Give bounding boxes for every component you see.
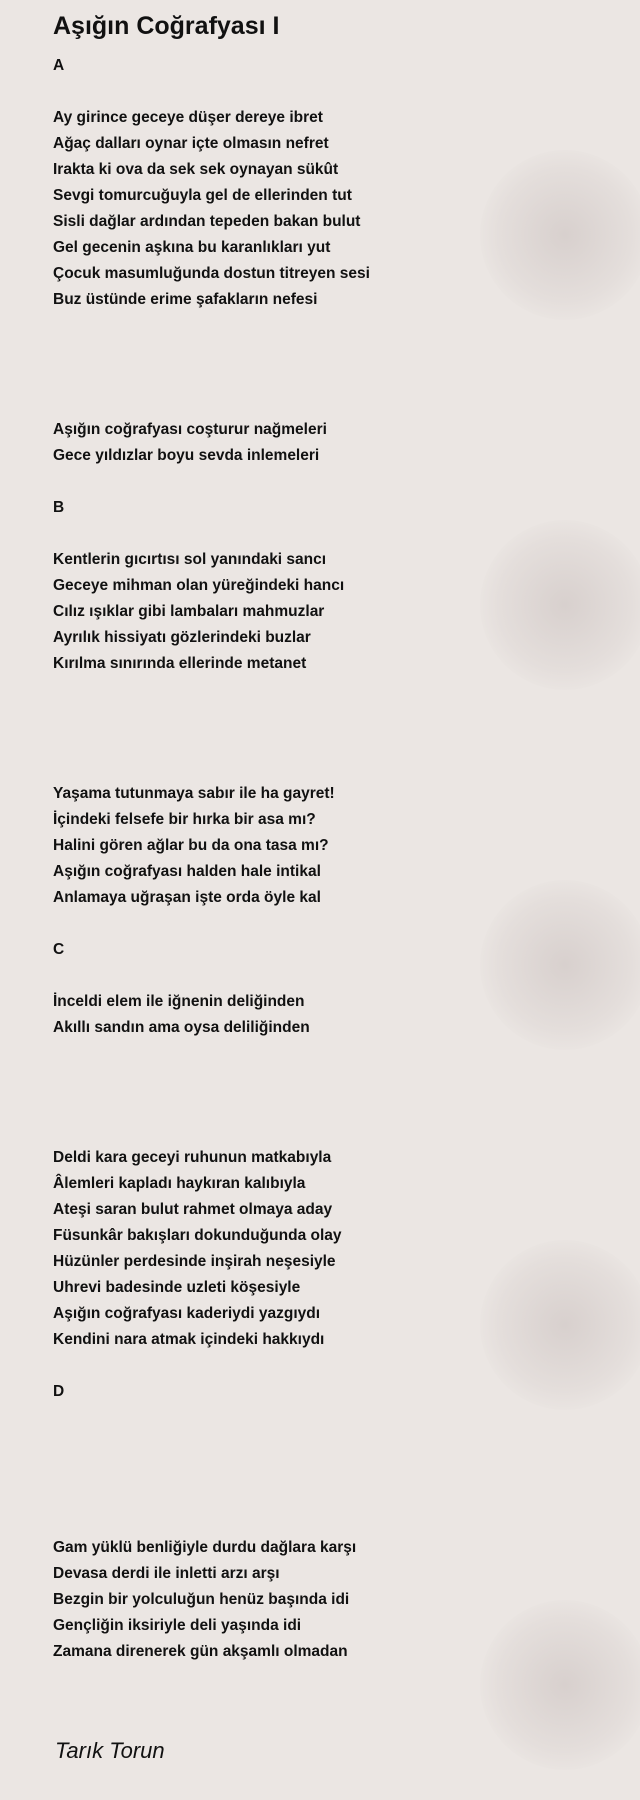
poem-line: İçindeki felsefe bir hırka bir asa mı? (53, 811, 316, 828)
poem-line: Ay girince geceye düşer dereye ibret (53, 109, 323, 126)
poem-line: B (53, 499, 65, 516)
background-ink-mark (480, 150, 640, 320)
poem-line: Gam yüklü benliğiyle durdu dağlara karşı (53, 1539, 357, 1556)
poem-line: Zamana direnerek gün akşamlı olmadan (53, 1643, 348, 1660)
poem-line: Ağaç dalları oynar içte olmasın nefret (53, 135, 329, 152)
blank-line (53, 521, 370, 547)
poem-line: Devasa derdi ile inletti arzı arşı (53, 1565, 280, 1582)
poem-line: Uhrevi badesinde uzleti köşesiyle (53, 1279, 301, 1296)
poem-line: İnceldi elem ile iğnenin deliğinden (53, 993, 305, 1010)
poem-line: A (53, 57, 65, 74)
poem-line: Gel gecenin aşkına bu karanlıkları yut (53, 239, 331, 256)
blank-line (53, 755, 370, 781)
blank-line (53, 1093, 370, 1119)
poem-line: Âlemleri kapladı haykıran kalıbıyla (53, 1175, 306, 1192)
blank-line (53, 365, 370, 391)
poem-line: Kırılma sınırında ellerinde metanet (53, 655, 307, 672)
poem-line: Deldi kara geceyi ruhunun matkabıyla (53, 1149, 332, 1166)
poem-line: Aşığın coğrafyası halden hale intikal (53, 863, 321, 880)
poem-line: Kentlerin gıcırtısı sol yanındaki sancı (53, 551, 327, 568)
poem-line: Gençliğin iksiriyle deli yaşında idi (53, 1617, 302, 1634)
poem-line: Akıllı sandın ama oysa deliliğinden (53, 1019, 310, 1036)
poem-line: Çocuk masumluğunda dostun titreyen sesi (53, 265, 370, 282)
blank-line (53, 339, 370, 365)
poem-line: Aşığın coğrafyası coşturur nağmeleri (53, 421, 327, 438)
poem-line: Aşığın coğrafyası kaderiydi yazgıydı (53, 1305, 321, 1322)
blank-line (53, 1483, 370, 1509)
blank-line (53, 703, 370, 729)
poem-line: Kendini nara atmak içindeki hakkıydı (53, 1331, 325, 1348)
background-ink-mark (480, 1600, 640, 1770)
poem-line: Ateşi saran bulut rahmet olmaya aday (53, 1201, 333, 1218)
poem-line: Cılız ışıklar gibi lambaları mahmuzlar (53, 603, 325, 620)
poem-line: Füsunkâr bakışları dokunduğunda olay (53, 1227, 342, 1244)
blank-line (53, 313, 370, 339)
blank-line (53, 79, 370, 105)
background-ink-mark (480, 1240, 640, 1410)
blank-line (53, 1353, 370, 1379)
poem-line: Halini gören ağlar bu da ona tasa mı? (53, 837, 329, 854)
blank-line (53, 469, 370, 495)
blank-line (53, 1457, 370, 1483)
poem-line: Anlamaya uğraşan işte orda öyle kal (53, 889, 321, 906)
blank-line (53, 1405, 370, 1431)
blank-line (53, 391, 370, 417)
poem-line: C (53, 941, 65, 958)
background-ink-mark (480, 880, 640, 1050)
blank-line (53, 1067, 370, 1093)
background-ink-mark (480, 520, 640, 690)
poem-author: Tarık Torun (55, 1738, 165, 1763)
poem-line: Hüzünler perdesinde inşirah neşesiyle (53, 1253, 336, 1270)
blank-line (53, 1431, 370, 1457)
blank-line (53, 729, 370, 755)
poem-line: Gece yıldızlar boyu sevda inlemeleri (53, 447, 320, 464)
poem-line: Ayrılık hissiyatı gözlerindeki buzlar (53, 629, 311, 646)
poem-line: Buz üstünde erime şafakların nefesi (53, 291, 318, 308)
blank-line (53, 911, 370, 937)
poem-line: Yaşama tutunmaya sabır ile ha gayret! (53, 785, 335, 802)
blank-line (53, 963, 370, 989)
poem-line: Sevgi tomurcuğuyla gel de ellerinden tut (53, 187, 352, 204)
poem-line: Sisli dağlar ardından tepeden bakan bulut (53, 213, 361, 230)
poem-line: Irakta ki ova da sek sek oynayan sükût (53, 161, 339, 178)
poem-line: Geceye mihman olan yüreğindeki hancı (53, 577, 345, 594)
poem-line: D (53, 1383, 65, 1400)
poem-title: Aşığın Coğrafyası I (53, 12, 280, 40)
blank-line (53, 677, 370, 703)
blank-line (53, 1041, 370, 1067)
blank-line (53, 1119, 370, 1145)
blank-line (53, 1509, 370, 1535)
poem-line: Bezgin bir yolculuğun henüz başında idi (53, 1591, 350, 1608)
poem-body (53, 53, 370, 1665)
